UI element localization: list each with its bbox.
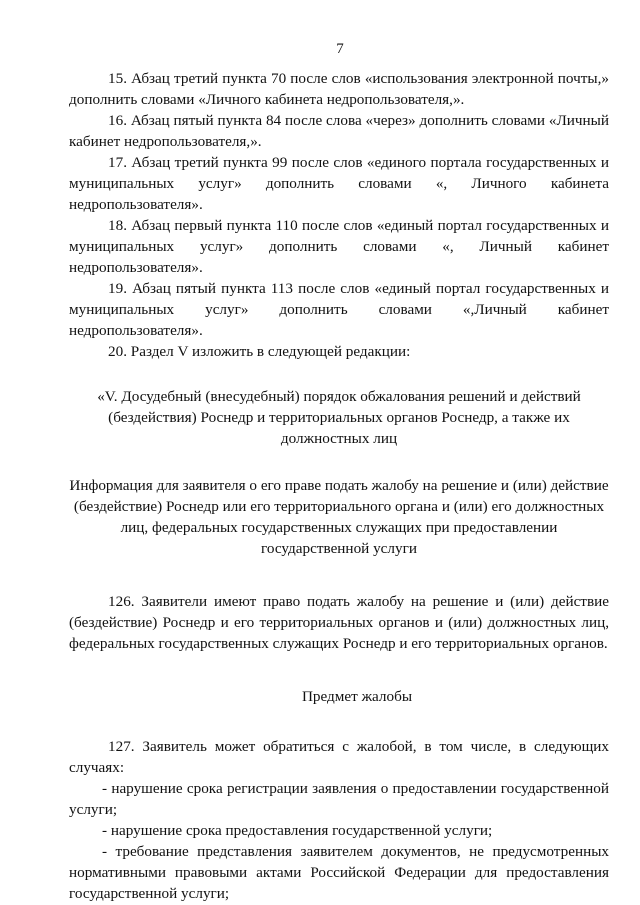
amendment-17: 17. Абзац третий пункта 99 после слов «единого портала государственных и муниципальных услуг» дополнить словами «, Личного кабинета недропользователя».: [69, 154, 609, 213]
document-body: [69, 68, 609, 904]
amendment-20: 20. Раздел V изложить в следующей редакции:: [108, 343, 411, 360]
page-number: 7: [336, 41, 344, 57]
amendment-15: 15. Абзац третий пункта 70 после слов «использования электронной почты,» дополнить словами «Личного кабинета недропользователя,».: [69, 70, 609, 108]
subject-title: Предмет жалобы: [301, 688, 413, 705]
case-item: - требование представления заявителем документов, не предусмотренных нормативными правовыми актами Российской Федерации для предоставления государственной услуги;: [69, 843, 609, 902]
case-item: - нарушение срока регистрации заявления о предоставлении государственной услуги;: [69, 780, 609, 818]
amendment-18: 18. Абзац первый пункта 110 после слов «единый портал государственных и муниципальных услуг» дополнить словами «, Личный кабинет недропользователя».: [69, 217, 609, 276]
paragraph-126: 126. Заявители имеют право подать жалобу на решение и (или) действие (бездействие) Роснедр и его территориальных органов и (или) должностных лиц, федеральных государственных служащих Роснедр и его территориальных органов.: [69, 593, 609, 652]
section-title: «V. Досудебный (внесудебный) порядок обжалования решений и действий (бездействия) Роснедр и территориальных органов Роснедр, а также их должностных лиц: [97, 388, 581, 447]
paragraph-127: 127. Заявитель может обратиться с жалобой, в том числе, в следующих случаях:: [69, 738, 609, 776]
amendment-16: 16. Абзац пятый пункта 84 после слова «через» дополнить словами «Личный кабинет недропользователя,».: [69, 112, 609, 150]
amendment-19: 19. Абзац пятый пункта 113 после слов «единый портал государственных и муниципальных услуг» дополнить словами «,Личный кабинет недропользователя».: [69, 280, 609, 339]
info-title: Информация для заявителя о его праве подать жалобу на решение и (или) действие (бездействие) Роснедр или его территориального органа и (или) его должностных лиц, федеральных государственных служащих при предоставлении государственной услуги: [69, 477, 609, 557]
case-item: - нарушение срока предоставления государственной услуги;: [102, 822, 493, 839]
